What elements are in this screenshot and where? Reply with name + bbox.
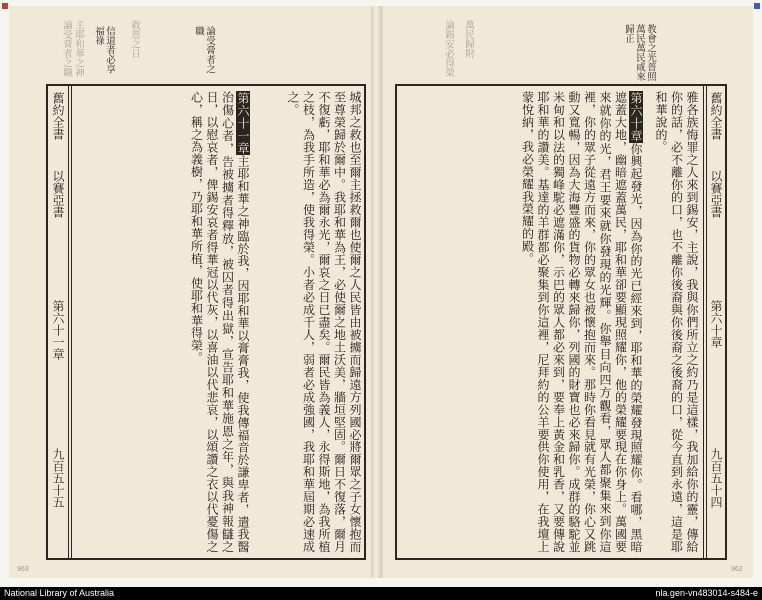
text-frame (395, 84, 727, 560)
book-name: 以賽亞書 (709, 170, 723, 218)
registration-mark (2, 3, 8, 9)
chapter-text: 主耶和華之神臨於我，因耶和華以膏膏我，使我傳福音於謙卑者，遣我醫治傷心者，告被擄者得釋放，被囚者得出獄，宣告耶和華施恩之年，與我神報讎之日，以慰哀者，俾錫安哀者得華冠以代灰，以喜油以代悲哀，以頌讚之衣以代憂傷之心，稱之為義樹，乃耶和華所植，使耶和華得榮。 (189, 91, 250, 553)
running-header (710, 92, 722, 218)
bleed-through-text: 主耶和華之神 (73, 20, 84, 77)
chapter-heading: 第六十章 (709, 300, 723, 348)
chapter-heading: 第六十一章 (51, 300, 65, 360)
book-gutter (371, 6, 382, 578)
book-name: 以賽亞書 (51, 170, 65, 218)
footer-bar (0, 587, 762, 600)
chapter-marker: 第六十章 (629, 92, 643, 142)
bleed-through-text: 救恩之日 (129, 20, 140, 58)
pencil-folio-mark: 962 (731, 566, 743, 573)
chapter-text: 你興起發光，因為你的光已經來到，耶和華的榮耀發現照耀你。看哪，黑暗遮蓋大地，幽暗遮蓋萬民，耶和華卻要顯現照耀你，他的榮耀要現在你身上。萬國要來就你的光，君王要來就你發現的光輝。你舉目向四方觀看，眾人都聚集來到你這裡，你的眾子從遠方而來，你的眾女也被懷抱而來。那時你看見就有光榮，你心又跳動又寬暢，因為大海豐盛的貨物必轉來歸你，列國的財寶也必來歸你。成群的駱駝並米甸和以法的獨峰駝必遮滿你，示巴的眾人都必來到，要奉上黃金和乳香，又要傳說耶和華的讚美。基達的羊群都必聚集到你這裡，尼拜約的公羊要供你使用，在我壇上蒙悅納，我必榮耀我榮耀的殿。 (520, 91, 643, 553)
registration-mark (754, 3, 760, 9)
header-divider (703, 86, 704, 558)
right-page (382, 6, 753, 578)
header-divider (706, 86, 707, 558)
body-column-chapter-59-end: 雅各族悔罪之人來到錫安，主說，我與你們所立之約乃是這樣，我加給你的靈，傳給你的話，必不離你的口，也不離你後裔與你後裔之後裔的口，從今直到永遠，這是耶和華說的。 (654, 91, 699, 553)
marginal-sidenote: 論受膏者之職 (193, 26, 215, 74)
book-title: 舊約全書 (51, 92, 65, 140)
book-title: 舊約全書 (709, 92, 723, 140)
page-number: 九百五十五 (51, 448, 65, 508)
body-column-chapter-61 (76, 91, 250, 553)
header-divider (68, 86, 69, 558)
left-page (9, 6, 372, 578)
marginal-sidenote: 信道者必享福祿 (93, 26, 115, 74)
page-number: 九百五十四 (709, 448, 723, 508)
marginal-sidenote: 教會之光普照萬民萬民咸來歸正 (623, 24, 656, 81)
text-frame (46, 84, 366, 560)
bleed-through-text: 論受膏者之職 (61, 20, 72, 77)
bleed-through-text: 萬民歸附 (463, 20, 474, 58)
body-column-chapter-60-end: 城邦之救也至爾主拯救爾也使爾之人民皆由被擄而歸遠方列國必將爾眾之子女懷抱而至尊榮歸於爾中。我耶和華為王，必使爾之地土沃美，牆垣堅固。爾日不復落，爾月不復虧，耶和華必為爾永光，爾哀之日已盡矣。爾民皆為義人，永得斯地，為我所植之枝，為我手所造，使我得榮。小者必成千人，弱者必成強國，我耶和華屆期必速成之。 (286, 91, 362, 553)
library-credit: National Library of Australia (4, 588, 115, 598)
item-identifier: nla.gen-vn483014-s484-e (655, 588, 758, 598)
bleed-through-text: 論錫安必得榮 (443, 20, 454, 77)
running-header (52, 92, 64, 218)
chapter-marker: 第六十一章 (236, 92, 250, 155)
body-column-chapter-60 (401, 91, 643, 553)
header-divider (71, 86, 72, 558)
pencil-folio-mark: 963 (17, 566, 29, 573)
